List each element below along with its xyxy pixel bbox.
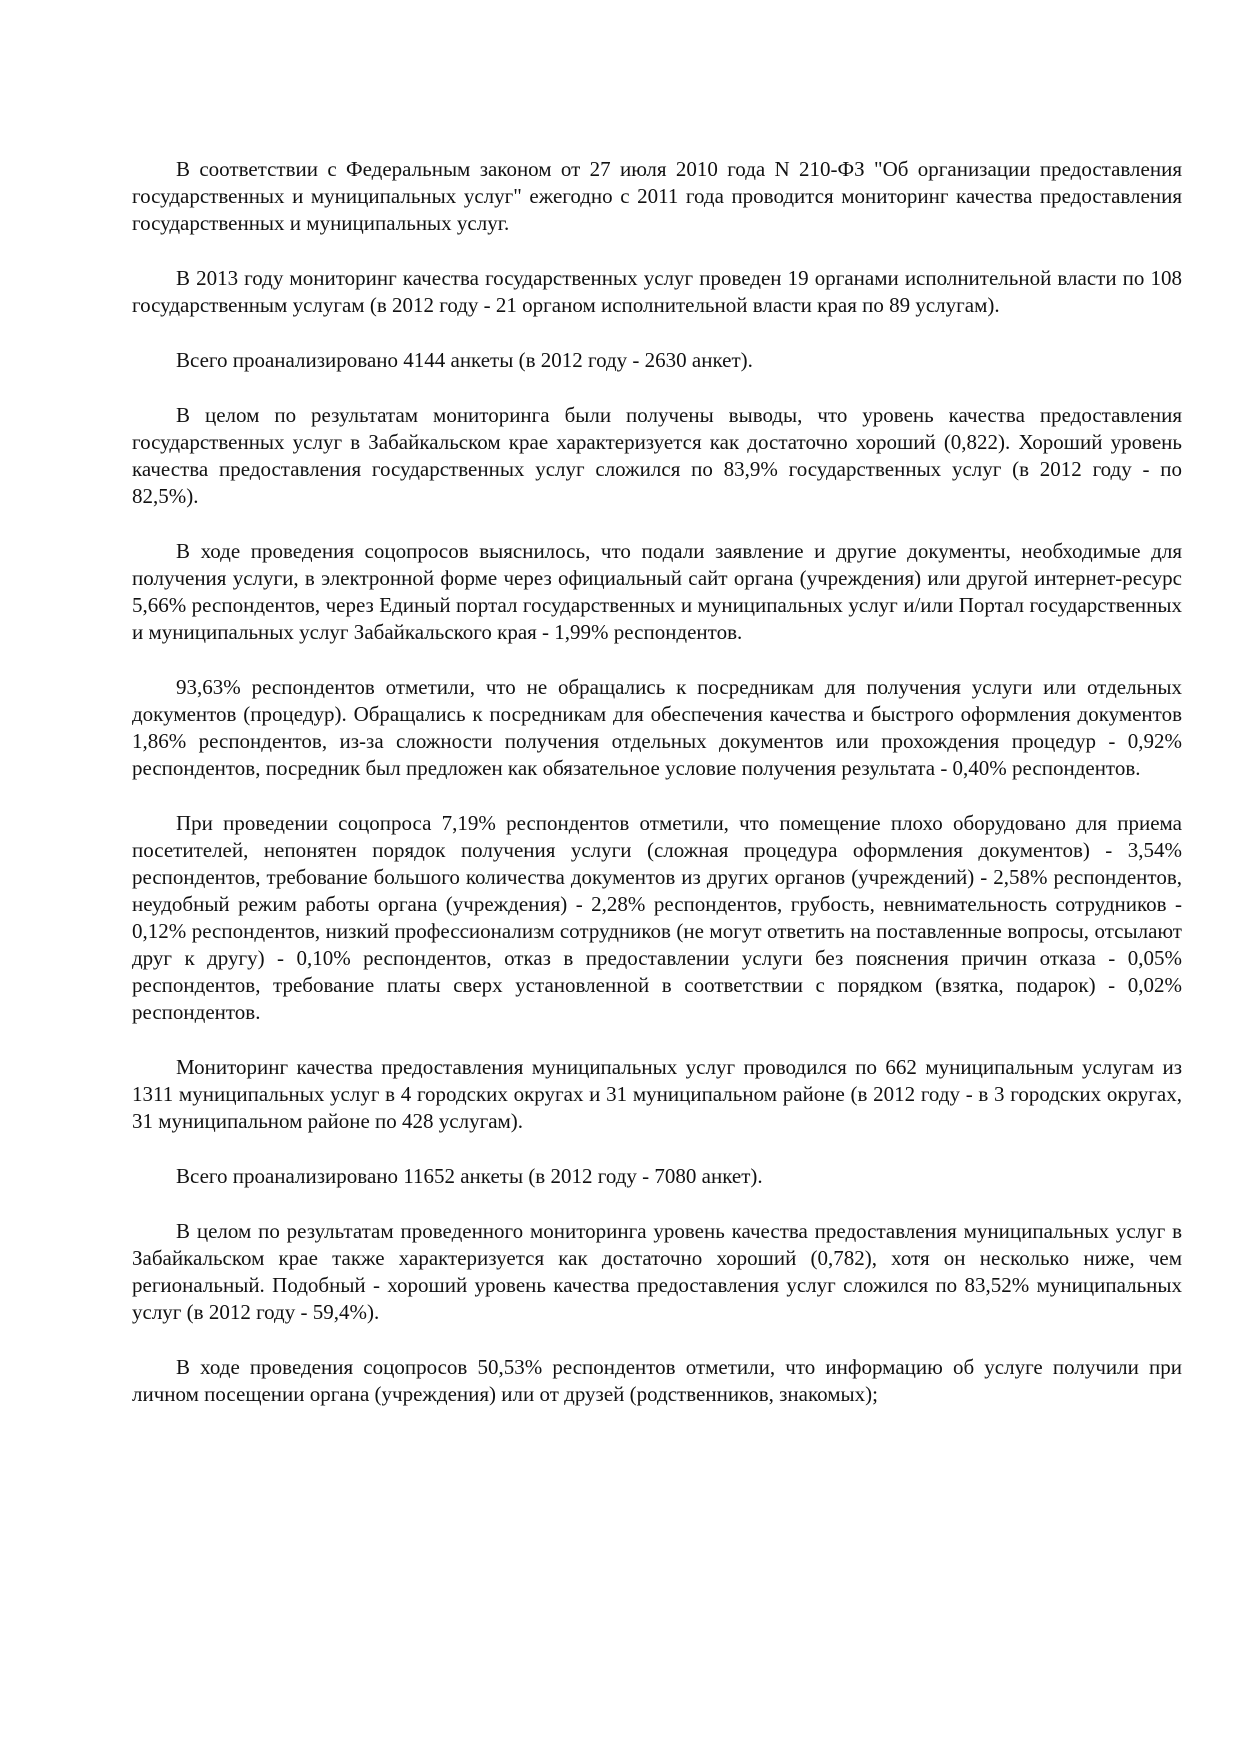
paragraph-legal-basis: В соответствии с Федеральным законом от 27 июля 2010 года N 210-ФЗ "Об организации предоставления государственных и муниципальных услуг" ежегодно с 2011 года проводится мониторинг качества предоставления государственных и муниципальных услуг. <box>132 157 1182 235</box>
paragraph-state-surveys-count: Всего проанализировано 4144 анкеты (в 2012 году - 2630 анкет). <box>176 348 753 372</box>
paragraph-electronic-submission: В ходе проведения соцопросов выяснилось, что подали заявление и другие документы, необходимые для получения услуги, в электронной форме через официальный сайт органа (учреждения) или другой интернет-ресурс 5,66% респондентов, через Единый портал государственных и муниципальных услуг и/или Портал государственных и муниципальных услуг Забайкальского края - 1,99% респондентов. <box>132 539 1182 644</box>
paragraph-information-sources: В ходе проведения соцопросов 50,53% респондентов отметили, что информацию об услуге получили при личном посещении органа (учреждения) или от друзей (родственников, знакомых); <box>132 1355 1182 1406</box>
document-page <box>132 156 1182 1436</box>
paragraph-intermediaries: 93,63% респондентов отметили, что не обращались к посредникам для получения услуги или отдельных документов (процедур). Обращались к посредникам для обеспечения качества и быстрого оформления документов 1,86% респондентов, из-за сложности получения отдельных документов или прохождения процедур - 0,92% респондентов, посредник был предложен как обязательное условие получения результата - 0,40% респондентов. <box>132 675 1182 780</box>
paragraph-state-services-2013: В 2013 году мониторинг качества государственных услуг проведен 19 органами исполнительной власти по 108 государственным услугам (в 2012 году - 21 органом исполнительной власти края по 89 услугам). <box>132 266 1182 317</box>
paragraph-municipal-monitoring: Мониторинг качества предоставления муниципальных услуг проводился по 662 муниципальным услугам из 1311 муниципальных услуг в 4 городских округах и 31 муниципальном районе (в 2012 году - в 3 городских округах, 31 муниципальном районе по 428 услугам). <box>132 1055 1182 1133</box>
paragraph-municipal-surveys-count: Всего проанализировано 11652 анкеты (в 2012 году - 7080 анкет). <box>176 1164 763 1188</box>
paragraph-complaints: При проведении соцопроса 7,19% респондентов отметили, что помещение плохо оборудовано для приема посетителей, непонятен порядок получения услуги (сложная процедура оформления документов) - 3,54% респондентов, требование большого количества документов из других органов (учреждений) - 2,58% респондентов, неудобный режим работы органа (учреждения) - 2,28% респондентов, грубость, невнимательность сотрудников - 0,12% респондентов, низкий профессионализм сотрудников (не могут ответить на поставленные вопросы, отсылают друг к другу) - 0,10% респондентов, отказ в предоставлении услуги без пояснения причин отказа - 0,05% респондентов, требование платы сверх установленной в соответствии с порядком (взятка, подарок) - 0,02% респондентов. <box>132 811 1182 1024</box>
paragraph-state-quality-level: В целом по результатам мониторинга были получены выводы, что уровень качества предоставления государственных услуг в Забайкальском крае характеризуется как достаточно хороший (0,822). Хороший уровень качества предоставления государственных услуг сложился по 83,9% государственных услуг (в 2012 году - по 82,5%). <box>132 403 1182 508</box>
paragraph-municipal-quality-level: В целом по результатам проведенного мониторинга уровень качества предоставления муниципальных услуг в Забайкальском крае также характеризуется как достаточно хороший (0,782), хотя он несколько ниже, чем региональный. Подобный - хороший уровень качества предоставления услуг сложился по 83,52% муниципальных услуг (в 2012 году - 59,4%). <box>132 1219 1182 1324</box>
